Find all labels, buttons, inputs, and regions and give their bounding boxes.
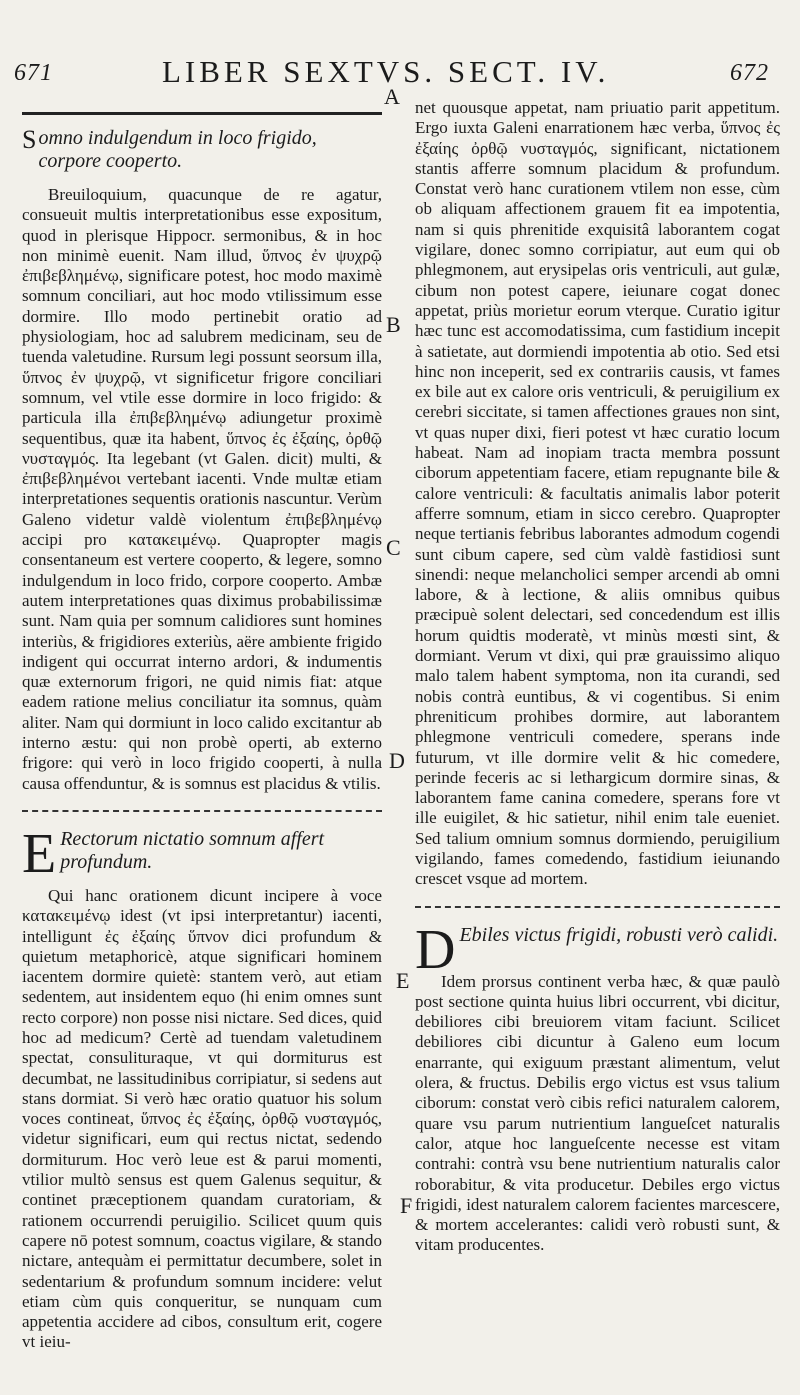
running-head: LIBER SEXTVS. SECT. IV. [162, 54, 610, 89]
margin-letter-e: E [396, 968, 410, 993]
drop-cap: S [22, 125, 37, 154]
page-header [0, 54, 800, 94]
section-rule [415, 906, 780, 908]
page-number-right: 672 [730, 60, 769, 86]
section-heading-2 [22, 822, 382, 885]
section-rule [22, 112, 382, 115]
paragraph-2: Qui hanc orationem dicunt incipere à voce κατακειμένῳ idest (vt ipsi interpretantur) iacenti, intelligunt ἐς ἐξαίης ὕπνον dici profundum & quietum metaphoricè, atque significari hominem iacentem dormire quietè: stantem verò, aut etiam sedentem, aut insidentem equo (hi enim omnes sunt recto corpore) non posse nisi nictare. Sed dices, quid hoc ad medicum? Certè ad tuendam valetudinem spectat, consulituraque, vt qui dormiturus est decumbat, ne lassitudinibus corripiatur, si sedens aut stans dormiat. Si verò hæc oratio quatuor his solum voces contineat, ὕπνος ἐς ἐξαίης, ὀρθῷ νυσταγμός, videtur significari, eum qui rectus nictat, sedendo dormiturum. Hoc verò leue est & parui momenti, vtilior multò sensus est quem Galenus sequitur, & continet præceptionem quandam curatoriam, & rationem occurrendi peruigilio. Scilicet quum quis capere nō potest somnum, coactus vigilare, & stando nictare, antequàm ei permittatur decumbere, solet in sedentarium & profundum somnum incidere: velut etiam cùm quis conqueritur, se nunquam cum appetentia accidere ad cibos, consultum erit, cogere vt ieiu- [22, 885, 382, 1352]
page-number-left: 671 [14, 60, 53, 86]
paragraph-continuation: net quousque appetat, nam priuatio parit appetitum. Ergo iuxta Galeni enarrationem hæc verba, ὕπνος ἐς ἐξαίης ὀρθῷ νυσταγμός, significant, nictationem stantis afferre somnum placidum & profundum. Constat verò hanc curationem vtilem non esse, cùm ob aliquam affectionem grauem fit ea impotentia, nam si quis phrenitide exquisitâ laborantem cogat vigilare, donec somno corripiatur, aut eum qui ob phlegmonem, aut erysipelas oris ventriculi, aut gulæ, cibum non potest capere, ieiunare cogat donec appetat, priùs morietur eorum vterque. Curatio igitur hæc tunc est accomodatissima, cum fastidium incepit à satietate, aut dormiendi impotentia ab otio. Sed etsi hinc non inceperit, sed ex contrariis causis, vt fames ex bile aut ex calore oris ventriculi, & peruigilium ex cerebri siccitate, si tamen affectiones graues non sint, vt quas nuper dixi, fieri potest vt hæc curatio locum habeat. Nam ad inopiam tracta membra possunt ciborum appetentiam facere, etiam repugnante bile & calore ventriculi: & facultatis animalis labor poterit afferre somnum, etiam in sicco cerebro. Quapropter neque tertianis febribus laborantes admodum cogendi sunt cibum capere, sed cùm valdè fastidiosi sunt sinendi: neque melancholici semper arcendi ab omni labore, & à lectione, & aliis omnibus quibus præcipuè solent delectari, sed concedendum est illis horum quidtis moderatè, vt minùs mœsti sint, & dormiant. Verum vt dixi, qui præ grauissimo aliquo malo talem habent symptoma, non ita curandi, sed nobis contrà euntibus, & vi cogentibus. Si enim phreniticum prohibes dormire, aut laborantem phlegmone ventriculi comedere, sperans inde futurum, vt ille dormire velit & hic comedere, perinde feceris ac si lethargicum dormire sinas, & laborantem fame canina comedere, sperans fore vt ille euigilet, & hic satietur, nihil enim tale eueniet. Sed talium omnium somnus dormiendo, peruigilium vigilando, fames comedendo, fastidium ieiunando crescet vsque ad mortem. [415, 98, 780, 889]
paragraph-1: Breuiloquium, quacunque de re agatur, consueuit multis interpretationibus esse expositum, quod in plerisque Hippocr. sermonibus, & in hoc non minimè euenit. Nam illud, ὕπνος ἐν ψυχρῷ ἐπιβεβλημένῳ, significare potest, hoc modo maximè somnum conciliari, aut hoc modo vtilissimum esse dormire. Illo modo pertinebit oratio ad physiologiam, hoc ad salubrem medicinam, seu de tuenda valetudine. Rursum legi possunt seorsum illa, ὕπνος ἐν ψυχρῷ, vt significetur frigore conciliari somnum, vel vtile esse dormire in loco frigido: & particula illa ἐπιβεβλημένῳ adiungetur proximè sequentibus, quæ ita habent, ὕπνος ἐς ἐξαίης, ὀρθῷ νυσταγμός. Ita legebant (vt Galen. dicit) multi, & ἐπιβεβλημένοι vertebant iacenti. Vnde multæ etiam interpretationes sequentis orationis nascuntur. Verùm Galeno videtur valdè violentum ἐπιβεβλημένῳ accipi pro κατακειμένῳ. Quapropter magis consentaneum est vertere cooperto, & legere, somno indulgendum in loco frido, corpore cooperto. Ambæ autem interpretationes quas diximus probabilissimæ sunt. Nam quia per somnum calidiores sunt homines interiùs, & frigidiores exteriùs, aëre ambiente frigido indigent qui occurrat interno ardori, & indumentis quæ externorum frigori, ne quid nimis fiat: atque eadem ratione melius conciliatur ita somnus, quàm aliter. Nam qui dormiunt in loco calido excitantur ab interno æstu: qui non probè operti, ab externo frigore: qui verò in loco frigido cooperti, à nulla causa offenduntur, & is somnus est placidus & vtilis. [22, 185, 382, 793]
section-heading-3 [415, 918, 780, 981]
margin-letter-c: C [386, 535, 401, 560]
heading-text: omno indulgendum in loco frigido, corpore cooperto. [38, 127, 317, 172]
right-column [415, 98, 780, 1256]
margin-letter-a: A [384, 84, 400, 109]
drop-cap: D [415, 918, 456, 981]
section-heading-1 [22, 127, 382, 173]
left-column [22, 98, 382, 1353]
heading-text: Ebiles victus frigidi, robusti verò calidi. [459, 923, 779, 946]
margin-letter-f: F [400, 1193, 413, 1218]
section-rule [22, 810, 382, 812]
drop-cap: E [22, 822, 57, 885]
margin-letter-b: B [386, 312, 401, 337]
margin-letter-d: D [389, 748, 405, 773]
paragraph-3: Idem prorsus continent verba hæc, & quæ paulò post sectione quinta huius libri occurrent, vbi dicitur, debiliores cibi breuiorem vitam faciunt. Scilicet debiliores cibi dicuntur à Galeno eum locum enarrante, qui exiguum præstant alimentum, velut olera, & fructus. Debilis ergo victus est vsus talium ciborum: constat verò cibis refici naturalem calorem, quare vsu parum nutrientium langueſcet naturalis calor, atque hoc langueſcente necesse est vitam contrahi: contrà vsu bene nutrientium naturalis calor roborabitur, & vita producetur. Debiles ergo victus frigidi, idest naturalem calorem facientes marcescere, & mortem accelerantes: calidi verò robusti sunt, & vitam producentes. [415, 971, 780, 1255]
heading-text: Rectorum nictatio somnum affert profundum. [60, 827, 325, 873]
